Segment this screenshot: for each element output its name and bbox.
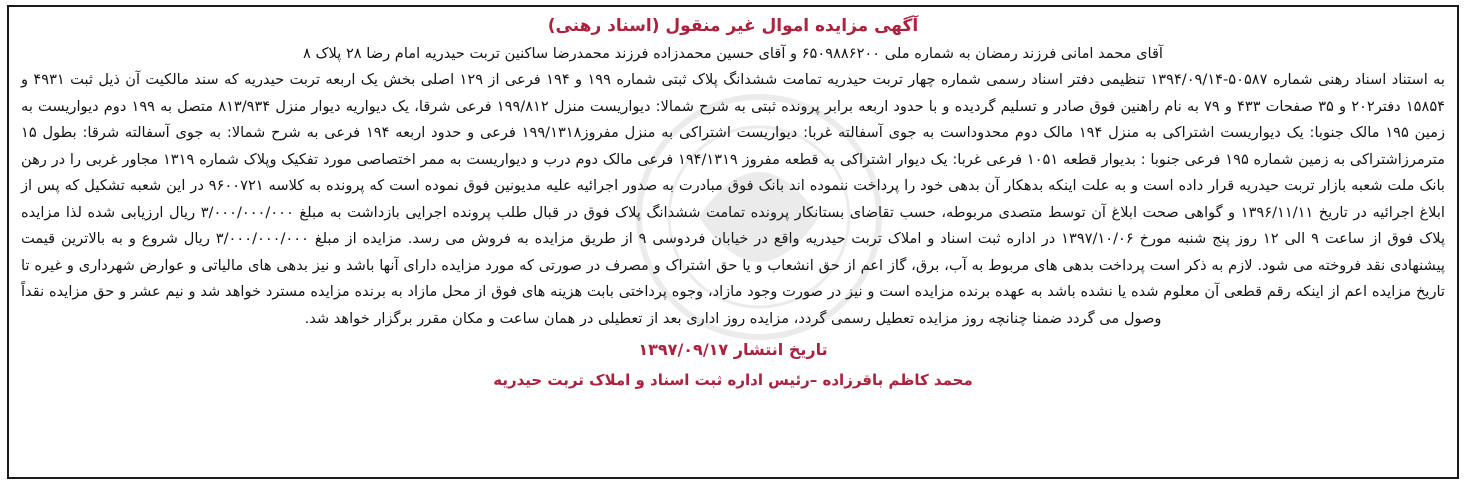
notice-frame <box>7 5 1459 479</box>
notice-intro: آقای محمد امانی فرزند رمضان به شماره ملی ۶۵۰۹۸۸۶۲۰۰ و آقای حسین محمدزاده فرزند محمدرضا ساکنین تربت حیدریه امام رضا ۲۸ پلاک ۸ <box>303 45 1163 62</box>
signature: محمد کاظم باقرزاده –رئیس اداره ثبت اسناد و املاک تربت حیدریه <box>493 371 973 389</box>
publication-date: تاریخ انتشار ۱۳۹۷/۰۹/۱۷ <box>638 340 828 359</box>
notice-body: به استناد اسناد رهنی شماره ۵۰۵۸۷-۱۳۹۴/۰۹/۱۴ تنظیمی دفتر اسناد رسمی شماره چهار تربت حیدریه تمامت ششدانگ پلاک ثبتی شماره ۱۹۹ و ۱۹۴ فرعی از ۱۲۹ اصلی بخش یک اربعه تربت حیدریه که سند مالکیت آن ذیل ثبت ۴۹۳۱ و ۱۵۸۵۴ دفتر۲۰۲ و ۳۵ صفحات ۴۳۳ و ۷۹ به نام راهنین فوق صادر و تسلیم گردیده و با حدود اربعه برابر پرونده ثبتی به شرح شمالا: دیواریست منزل ۱۹۹/۸۱۲ فرعی شرقا، یک دیواریه دیوار منزل ۸۱۳/۹۳۴ متصل به ۱۹۹ دوم دیواریست به زمین ۱۹۵ مالک جنوبا: یک دیواریست اشتراکی به منزل ۱۹۴ مالک دوم محدوداست به جوی آسفالته غربا: دیواریست اشتراکی به منزل مفروز۱۹۹/۱۳۱۸ فرعی و حدود اربعه ۱۹۴ فرعی به شرح شمالا: به جوی آسفالته شرقا: بطول ۱۵ مترمرزاشتراکی به زمین شماره ۱۹۵ فرعی جنوبا : بدیوار قطعه ۱۰۵۱ فرعی غربا: یک دیوار اشتراکی به قطعه مفروز ۱۹۴/۱۳۱۹ فرعی مالک دوم درب و دیواریست به ممر اختصاصی مورد تفکیک وپلاک شماره ۱۳۱۹ مجاور غربی را در رهن بانک ملت شعبه بازار تربت حیدریه قرار داده است و به علت اینکه بدهکار آن بدهی خود را پرداخت ننموده اند بانک فوق مبادرت به صدور اجرائیه علیه مدیونین فوق نموده است که پرونده به کلاسه ۹۶۰۰۷۲۱ در این شعبه تشکیل که پس از ابلاغ اجرائیه در تاریخ ۱۳۹۶/۱۱/۱۱ و گواهی صحت ابلاغ آن توسط متصدی مربوطه، حسب تقاضای بستانکار پرونده تمامت ششدانگ پلاک فوق در قبال طلب پرونده اجرایی بازداشت به مبلغ ۳/۰۰۰/۰۰۰/۰۰۰ ریال ارزیابی شده لذا مزایده پلاک فوق از ساعت ۹ الی ۱۲ روز پنج شنبه مورخ ۱۳۹۷/۱۰/۰۶ در اداره ثبت اسناد و املاک تربت حیدریه واقع در خیابان فردوسی ۹ از طریق مزایده به فروش می رسد. مزایده از مبلغ ۳/۰۰۰/۰۰۰/۰۰۰ ریال شروع و به بالاترین قیمت پیشنهادی نقد فروخته می شود. لازم به ذکر است پرداخت بدهی های مربوط به آب، برق، گاز اعم از حق انشعاب و یا حق اشتراک و مصرف در صورتی که مورد مزایده دارای آنها باشد و نیز بدهی های مالیاتی و عوارض شهرداری و غیره تا تاریخ مزایده اعم از اینکه رقم قطعی آن معلوم شده یا نشده باشد به عهده برنده مزایده است و نیز در صورت وجود مازاد، وجوه پرداختی بابت هزینه های فوق از محل مازاد به برنده مزایده مسترد خواهد شد و نیم عشر و حق مزایده نقداً وصول می گردد ضمنا چنانچه روز مزایده تعطیل رسمی گردد، مزایده روز اداری بعد از تعطیلی در همان ساعت و مکان مقرر برگزار خواهد شد. <box>21 71 1446 327</box>
notice-title: آگهی مزایده اموال غیر منقول (اسناد رهنی) <box>547 16 919 36</box>
